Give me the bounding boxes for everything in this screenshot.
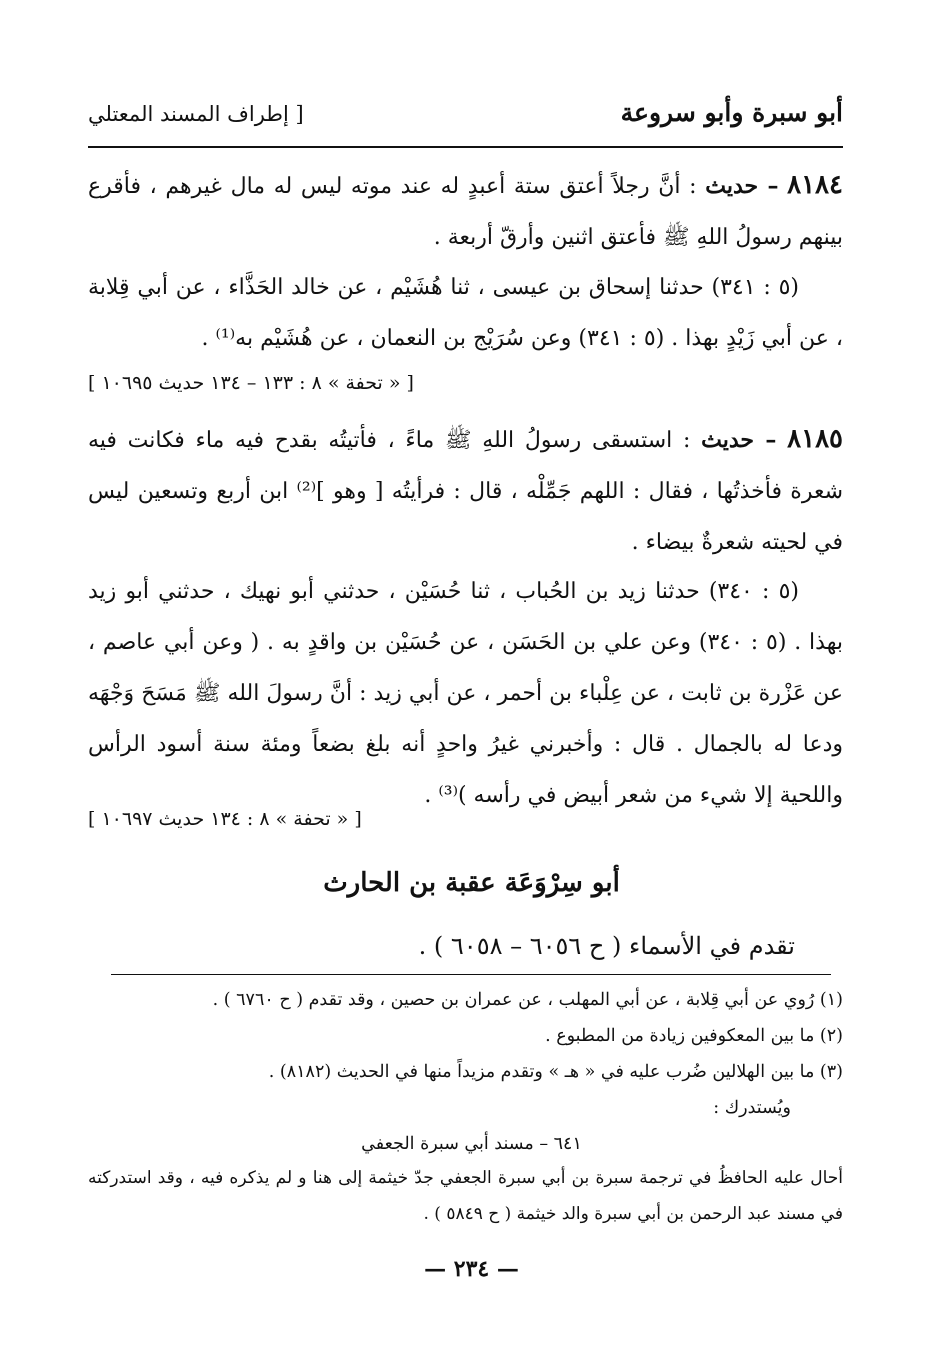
- tuhfa-reference-8184: [ « تحفة » ٨ : ١٣٣ – ١٣٤ حديث ١٠٦٩٥ ]: [88, 372, 414, 394]
- footnote-1: (١) رُوي عن أبي قِلابة ، عن أبي المهلب ، عن عمران بن حصين ، وقد تقدم ( ح ٦٧٦٠ ) .: [212, 990, 843, 1010]
- header-title-right: أبو سبرة وأبو سروعة: [620, 98, 843, 127]
- addendum-heading: ٦٤١ – مسند أبي سبرة الجعفي: [361, 1134, 582, 1154]
- section-note: تقدم في الأسماء ( ح ٦٠٥٦ – ٦٠٥٨ ) .: [418, 932, 795, 960]
- section-title: أبو سِرْوَعَة عقبة بن الحارث: [323, 868, 620, 898]
- hadith-label: حديث: [705, 173, 759, 199]
- isnad-8185: (٥ : ٣٤٠) حدثنا زيد بن الحُباب ، ثنا حُسَيْن ، حدثني أبو نهيك ، حدثني أبو زيد بهذا . (٥ : ٣٤٠) وعن علي بن الحَسَن ، عن حُسَيْن بن واقدٍ به . ( وعن أبي عاصم ، عن عَزْرة بن ثابت ، عن عِلْباء بن أحمر ، عن أبي زيد : أنَّ رسولَ الله ﷺ مَسَحَ وَجْهَه ودعا له بالجمال . قال : وأخبرني غيرُ واحدٍ أنه بلغ بضعاً ومئة سنة أسود الرأس واللحية إلا شيء من شعر أبيض في رأسه )⁽³⁾ .: [88, 579, 843, 808]
- addendum-label: ويُستدرك :: [713, 1098, 791, 1118]
- hadith-text: : أنَّ رجلاً أعتق ستة أعبدٍ له عند موته ليس له مال غيرهم ، فأقرع بينهم رسولُ اللهِ ﷺ فأعتق اثنين وأرقّ أربعة .: [88, 174, 843, 250]
- hadith-entry-8185: ٨١٨٥ – حديث : استسقى رسولُ اللهِ ﷺ ماءً ، فأتيتُه بقدح فيه ماء فكانت فيه شعرة فأخذتُها ، فقال : اللهم جَمِّلْه ، قال : فرأيتُه [ وهو ]⁽²⁾ ابن أربع وتسعين ليس في لحيته شعرةٌ بيضاء .: [88, 424, 843, 555]
- hadith-entry-8184: ٨١٨٤ – حديث : أنَّ رجلاً أعتق ستة أعبدٍ له عند موته ليس له مال غيرهم ، فأقرع بينهم رسولُ اللهِ ﷺ فأعتق اثنين وأرقّ أربعة .: [88, 170, 843, 250]
- hadith-label: حديث: [701, 427, 755, 453]
- addendum-text: أحال عليه الحافظُ في ترجمة سبرة بن أبي سبرة الجعفي جدّ خيثمة إلى هنا و لم يذكره فيه ، وقد استدركته في مسند عبد الرحمن بن أبي سبرة والد خيثمة ( ح ٥٨٤٩ ) .: [88, 1168, 843, 1224]
- hadith-text: : استسقى رسولُ اللهِ ﷺ ماءً ، فأتيتُه بقدح فيه ماء فكانت فيه شعرة فأخذتُها ، فقال : اللهم جَمِّلْه ، قال : فرأيتُه [ وهو ]⁽²⁾ ابن أربع وتسعين ليس في لحيته شعرةٌ بيضاء .: [88, 428, 843, 555]
- footnote-rule: [111, 974, 831, 975]
- header-rule: [88, 146, 843, 148]
- hadith-number: ٨١٨٤: [787, 170, 843, 200]
- footnote-2: (٢) ما بين المعكوفين زيادة من المطبوع .: [545, 1026, 843, 1046]
- footnote-3: (٣) ما بين الهلالين ضُرب عليه في « هـ » وتقدم مزيداً منها في الحديث (٨١٨٢) .: [268, 1062, 843, 1082]
- running-header: [88, 98, 843, 144]
- hadith-number: ٨١٨٥: [787, 424, 843, 454]
- header-title-left: [ إطراف المسند المعتلي: [88, 102, 304, 126]
- isnad-8184: (٥ : ٣٤١) حدثنا إسحاق بن عيسى ، ثنا هُشَيْم ، عن خالد الحَذَّاء ، عن أبي قِلابة ، عن أبي زَيْدٍ بهذا . (٥ : ٣٤١) وعن سُرَيْج بن النعمان ، عن هُشَيْم به⁽¹⁾ .: [88, 275, 843, 351]
- tuhfa-reference-8185: [ « تحفة » ٨ : ١٣٤ حديث ١٠٦٩٧ ]: [88, 808, 362, 830]
- page-number: — ٢٣٤ —: [424, 1256, 519, 1282]
